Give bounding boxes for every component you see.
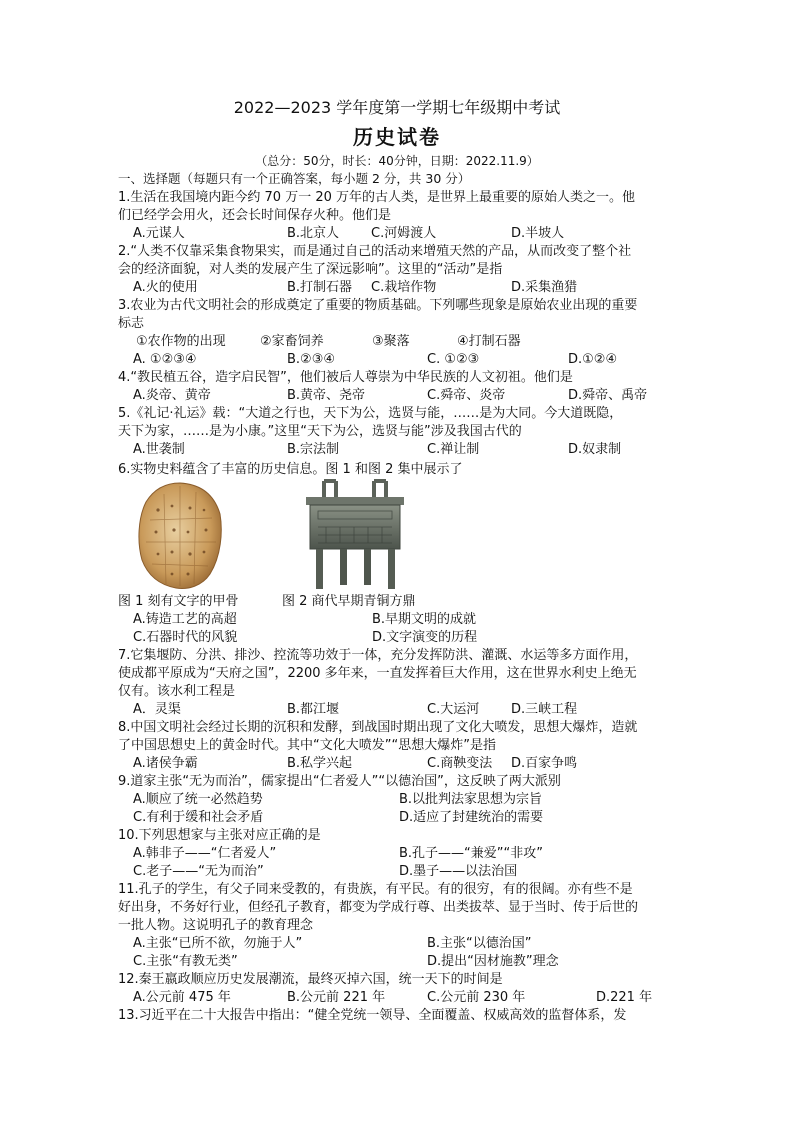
q3-option-d: D.①②④	[568, 352, 618, 367]
q2-option-c: C.栽培作物	[371, 280, 437, 295]
subject-title: 历史试卷	[353, 125, 441, 149]
q7-option-d: D.三峡工程	[511, 702, 578, 717]
q4-option-b: B.黄帝、尧帝	[287, 388, 366, 403]
q9-option-a: A.顺应了统一必然趋势	[133, 792, 263, 807]
q7-stem-line2: 使成都平原成为“天府之国”，2200 多年来，一直发挥着巨大作用，这在世界水利史上绝无	[118, 666, 637, 681]
q8-stem-line2: 了中国思想史上的黄金时代。其中“文化大喷发”“思想大爆炸”是指	[118, 738, 496, 753]
q4-option-c: C.舜帝、炎帝	[427, 388, 506, 403]
q12-option-d: D.221 年	[596, 990, 653, 1005]
q4-option-a: A.炎帝、黄帝	[133, 388, 211, 403]
q3-option-a: A. ①②③④	[133, 352, 197, 367]
q11-option-c: C.主张“有教无类”	[133, 954, 238, 969]
q3-option-b: B.②③④	[287, 352, 336, 367]
q12-option-a: A.公元前 475 年	[133, 990, 231, 1005]
q9-stem-line1: 9.道家主张“无为而治”，儒家提出“仁者爱人”“以德治国”，这反映了两大派别	[118, 774, 561, 789]
q1-option-d: D.半坡人	[511, 226, 565, 241]
q11-option-d: D.提出“因材施教”理念	[427, 954, 559, 969]
q6-option-c: C.石器时代的风貌	[133, 630, 238, 645]
exam-info: （总分：50分，时长：40分钟，日期：2022.11.9）	[255, 154, 539, 168]
q2-option-a: A.火的使用	[133, 280, 198, 295]
q11-stem-line3: 一批人物。这说明孔子的教育理念	[118, 918, 314, 933]
q5-option-d: D.奴隶制	[568, 442, 622, 457]
exam-title: 2022—2023 学年度第一学期七年级期中考试	[233, 98, 561, 117]
q1-option-c: C.河姆渡人	[371, 226, 437, 241]
q1-option-b: B.北京人	[287, 226, 340, 241]
q3-item-3: ③聚落	[372, 334, 410, 349]
q6-option-a: A.铸造工艺的高超	[133, 612, 237, 627]
q11-option-a: A.主张“已所不欲，勿施于人”	[133, 936, 303, 951]
q2-stem-line2: 会的经济面貌，对人类的发展产生了深远影响”。这里的“活动”是指	[118, 262, 503, 277]
q11-stem-line2: 好出身，不务好行业，但经孔子教育，都变为学成行尊、出类拔萃、显于当时、传于后世的	[118, 900, 639, 915]
q10-option-d: D.墨子——以法治国	[399, 864, 518, 879]
q8-option-b: B.私学兴起	[287, 756, 353, 771]
q2-stem-line1: 2.“人类不仅靠采集食物果实，而是通过自己的活动来增殖天然的产品，从而改变了整个社	[118, 244, 632, 259]
q7-option-a: A．灵渠	[133, 702, 181, 717]
q10-stem-line1: 10.下列思想家与主张对应正确的是	[118, 828, 321, 843]
q5-option-c: C.禅让制	[427, 442, 480, 457]
q5-stem-line2: 天下为家，……是为小康。”这里“天下为公，选贤与能”涉及我国古代的	[118, 424, 522, 439]
q2-option-b: B.打制石器	[287, 280, 353, 295]
bronze-ding-image	[296, 477, 414, 593]
q4-option-d: D.舜帝、禹帝	[568, 388, 648, 403]
q1-stem-line2: 们已经学会用火，还会长时间保存火种。他们是	[118, 208, 392, 223]
figure2-caption: 图 2 商代早期青铜方鼎	[282, 594, 416, 609]
q5-option-b: B.宗法制	[287, 442, 340, 457]
figure1-caption: 图 1 刻有文字的甲骨	[118, 594, 239, 609]
q4-stem-line1: 4.“教民植五谷，造字启民智”，他们被后人尊崇为中华民族的人文初祖。他们是	[118, 370, 573, 385]
q5-stem-line1: 5.《礼记·礼运》载：“大道之行也，天下为公，选贤与能，……是为大同。今大道既隐，	[118, 406, 623, 421]
q11-option-b: B.主张“以德治国”	[427, 936, 532, 951]
q12-option-b: B.公元前 221 年	[287, 990, 386, 1005]
q12-option-c: C.公元前 230 年	[427, 990, 526, 1005]
q10-option-b: B.孔子——“兼爱”“非攻”	[399, 846, 543, 861]
section-title: 一、选择题（每题只有一个正确答案，每小题 2 分，共 30 分）	[118, 171, 471, 186]
q7-stem-line1: 7.它集堰防、分洪、排沙、控流等功效于一体，充分发挥防洪、灌溉、水运等多方面作用，	[118, 648, 638, 663]
q3-option-c: C. ①②③	[427, 352, 480, 367]
q8-option-d: D.百家争鸣	[511, 756, 578, 771]
oracle-bone-image	[136, 480, 224, 592]
q3-item-1: ①农作物的出现	[136, 334, 226, 349]
q13-stem-line1: 13.习近平在二十大报告中指出：“健全党统一领导、全面覆盖、权威高效的监督体系，发	[118, 1008, 627, 1023]
q8-option-a: A.诸侯争霸	[133, 756, 198, 771]
q3-stem-line2: 标志	[118, 316, 145, 331]
q6-option-b: B.早期文明的成就	[372, 612, 477, 627]
q6-option-d: D.文字演变的历程	[372, 630, 478, 645]
q12-stem-line1: 12.秦王嬴政顺应历史发展潮流，最终灭掉六国，统一天下的时间是	[118, 972, 503, 987]
q3-item-4: ④打制石器	[457, 334, 521, 349]
q3-item-2: ②家畜饲养	[260, 334, 324, 349]
q7-option-b: B.都江堰	[287, 702, 340, 717]
q9-option-d: D.适应了封建统治的需要	[399, 810, 544, 825]
q1-stem-line1: 1.生活在我国境内距今约 70 万一 20 万年的古人类，是世界上最重要的原始人类之一。他	[118, 190, 636, 205]
q11-stem-line1: 11.孔子的学生，有父子同来受教的，有贵族，有平民。有的很穷，有的很阔。亦有些不是	[118, 882, 633, 897]
q7-option-c: C.大运河	[427, 702, 480, 717]
q9-option-b: B.以批判法家思想为宗旨	[399, 792, 543, 807]
q1-option-a: A.元谋人	[133, 226, 185, 241]
q10-option-a: A.韩非子——“仁者爱人”	[133, 846, 277, 861]
q5-option-a: A.世袭制	[133, 442, 185, 457]
q3-stem-line1: 3.农业为古代文明社会的形成奠定了重要的物质基础。下列哪些现象是原始农业出现的重要	[118, 298, 638, 313]
q9-option-c: C.有利于缓和社会矛盾	[133, 810, 264, 825]
q8-stem-line1: 8.中国文明社会经过长期的沉积和发酵，到战国时期出现了文化大喷发，思想大爆炸，造就	[118, 720, 638, 735]
q10-option-c: C.老子——“无为而治”	[133, 864, 264, 879]
q2-option-d: D.采集渔猎	[511, 280, 578, 295]
q8-option-c: C.商鞅变法	[427, 756, 493, 771]
q6-stem-line1: 6.实物史料蕴含了丰富的历史信息。图 1 和图 2 集中展示了	[118, 462, 463, 477]
q7-stem-line3: 仅有。该水利工程是	[118, 684, 236, 699]
